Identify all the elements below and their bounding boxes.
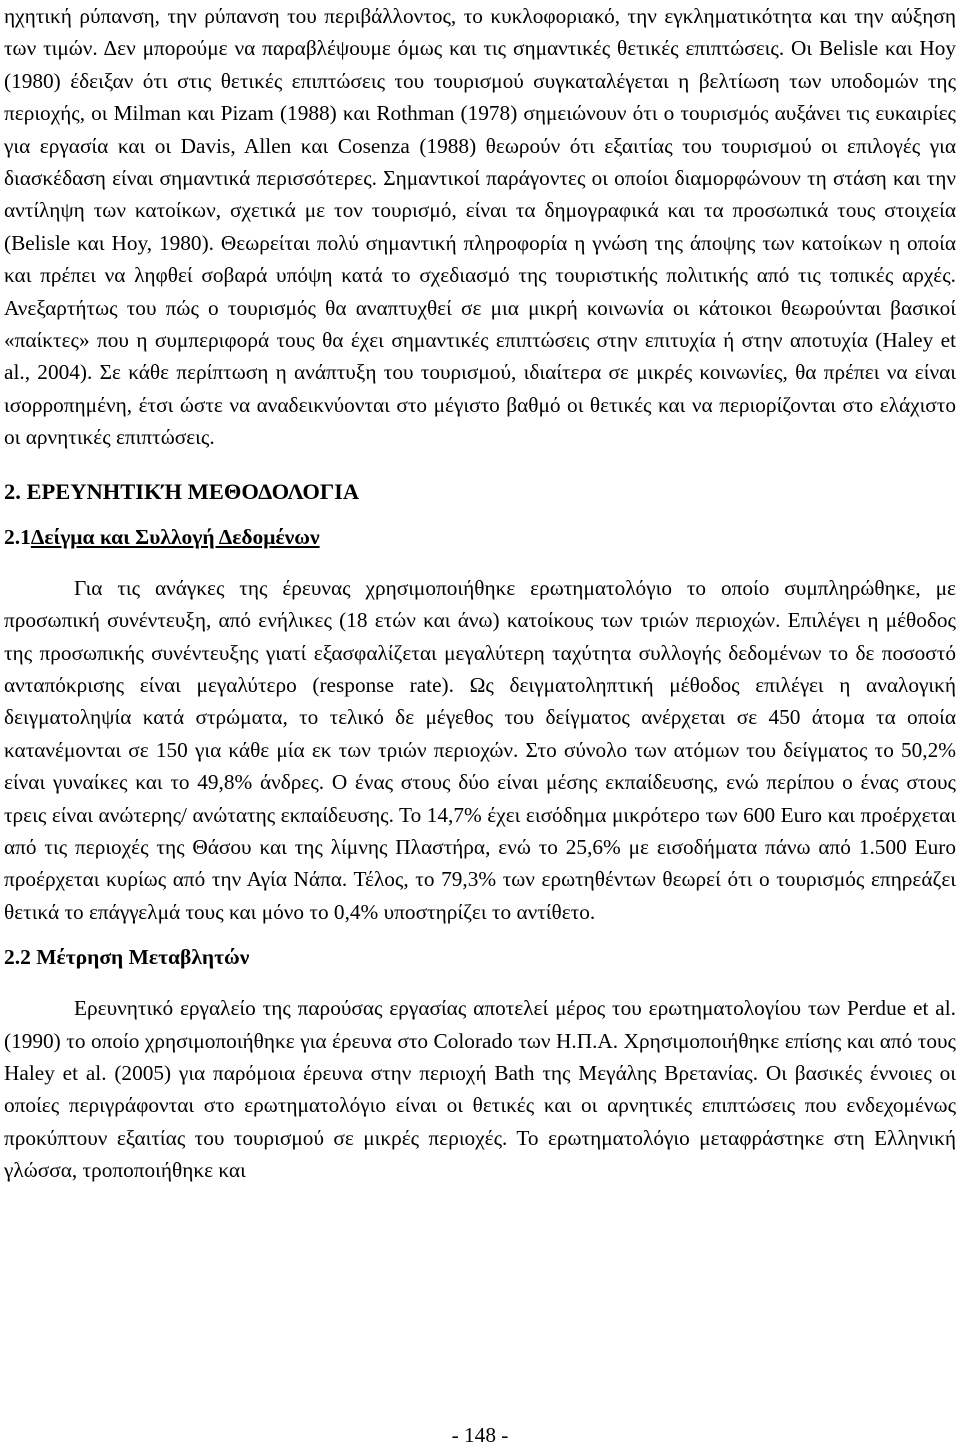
page-number: - 148 - <box>451 1423 509 1447</box>
intro-paragraph: ηχητική ρύπανση, την ρύπανση του περιβάλλοντος, το κυκλοφοριακό, την εγκληματικότητα και την αύξηση των τιμών. Δεν μπορούμε να παραβλέψουμε όμως και τις σημαντικές θετικές επιπτώσεις. Οι Belisle και Hoy (1980) έδειξαν ότι στις θετικές επιπτώσεις του τουρισμού συγκαταλέγεται η βελτίωση των υποδομών της περιοχής, οι Milman και Pizam (1988) και Rothman (1978) σημειώνουν ότι ο τουρισμός αυξάνει τις ευκαιρίες για εργασία και οι Davis, Allen και Cosenza (1988) θεωρούν ότι εξαιτίας του τουρισμού οι επιλογές για διασκέδαση είναι σημαντικά περισσότερες. Σημαντικοί παράγοντες οι οποίοι διαμορφώνουν τη στάση και την αντίληψη των κατοίκων, σχετικά με τον τουρισμό, είναι τα δημογραφικά και τα προσωπικά τους στοιχεία (Belisle και Hoy, 1980). Θεωρείται πολύ σημαντική πληροφορία η γνώση της άποψης των κατοίκων η οποία και πρέπει να ληφθεί σοβαρά υπόψη κατά το σχεδιασμό της τουριστικής πολιτικής από τις τοπικές αρχές. Ανεξαρτήτως του πώς ο τουρισμός θα αναπτυχθεί σε μια μικρή κοινωνία οι κάτοικοι θεωρούνται βασικοί «παίκτες» που η συμπεριφορά τους θα έχει σημαντικές επιπτώσεις στην επιτυχία ή στην αποτυχία (Haley et al., 2004). Σε κάθε περίπτωση η ανάπτυξη του τουρισμού, ιδιαίτερα σε μικρές κοινωνίες, θα πρέπει να είναι ισορροπημένη, έτσι ώστε να αναδεικνύονται στο μέγιστο βαθμό οι θετικές και να περιορίζονται στο ελάχιστο οι αρνητικές επιπτώσεις. <box>4 4 956 450</box>
section-2-1-paragraph: Για τις ανάγκες της έρευνας χρησιμοποιήθηκε ερωτηματολόγιο το οποίο συμπληρώθηκε, με προσωπική συνέντευξη, από ενήλικες (18 ετών και άνω) κατοίκους των τριών περιοχών. Επιλέγει η μέθοδος της προσωπικής συνέντευξης γιατί εξασφαλίζεται μεγαλύτερη ταχύτητα συλλογής δεδομένων το δε ποσοστό ανταπόκρισης είναι μεγαλύτερο (response rate). Ως δειγματοληπτική μέθοδος επιλέγει η αναλογική δειγματοληψία κατά στρώματα, το τελικό δε μέγεθος του δείγματος ανέρχεται σε 450 άτομα τα οποία κατανέμονται σε 150 για κάθε μία εκ των τριών περιοχών. Στο σύνολο των ατόμων του δείγματος το 50,2% είναι γυναίκες και το 49,8% άνδρες. Ο ένας στους δύο είναι μέσης εκπαίδευσης, ενώ περίπου ο ένας στους τρεις είναι ανώτερης/ ανώτατης εκπαίδευσης. Το 14,7% έχει εισόδημα μικρότερο των 600 Euro και προέρχεται από τις περιοχές της Θάσου και της λίμνης Πλαστήρα, ενώ το 25,6% με εισοδήματα πάνω από 1.500 Euro προέρχεται κυρίως από την Αγία Νάπα. Τέλος, το 79,3% των ερωτηθέντων θεωρεί ότι ο τουρισμός επηρεάζει θετικά το επάγγελμά τους και μόνο το 0,4% υποστηρίζει το αντίθετο. <box>4 575 956 924</box>
section-2-1-heading <box>4 521 956 553</box>
section-2-heading <box>4 476 956 508</box>
section-2-1-title: Δείγμα και Συλλογή Δεδομένων <box>30 524 320 549</box>
section-2-title: ΕΡΕΥΝΗΤΙΚΉ ΜΕΘΟΔΟΛΟΓΙΑ <box>26 478 360 504</box>
section-2-2-paragraph: Ερευνητικό εργαλείο της παρούσας εργασίας αποτελεί μέρος του ερωτηματολογίου των Perdue et al. (1990) το οποίο χρησιμοποιήθηκε για έρευνα στο Colorado των Η.Π.Α. Χρησιμοποιήθηκε επίσης και από τους Haley et al. (2005) για παρόμοια έρευνα στην περιοχή Bath της Μεγάλης Βρετανίας. Οι βασικές έννοιες οι οποίες περιγράφονται στο ερωτηματολόγιο είναι οι θετικές και οι αρνητικές επιπτώσεις που ενδεχομένως προκύπτουν εξαιτίας του τουρισμού σε μικρές περιοχές. Το ερωτηματολόγιο μεταφράστηκε στη Ελληνική γλώσσα, τροποποιήθηκε και <box>4 996 956 1183</box>
section-2-number: 2. <box>4 478 21 504</box>
section-2-1-number: 2.1 <box>4 524 31 549</box>
section-2-2-number: 2.2 <box>4 945 31 970</box>
document-page <box>4 0 956 1187</box>
section-2-2-title: Μέτρηση Μεταβλητών <box>36 945 250 970</box>
section-2-2-heading <box>4 941 956 973</box>
